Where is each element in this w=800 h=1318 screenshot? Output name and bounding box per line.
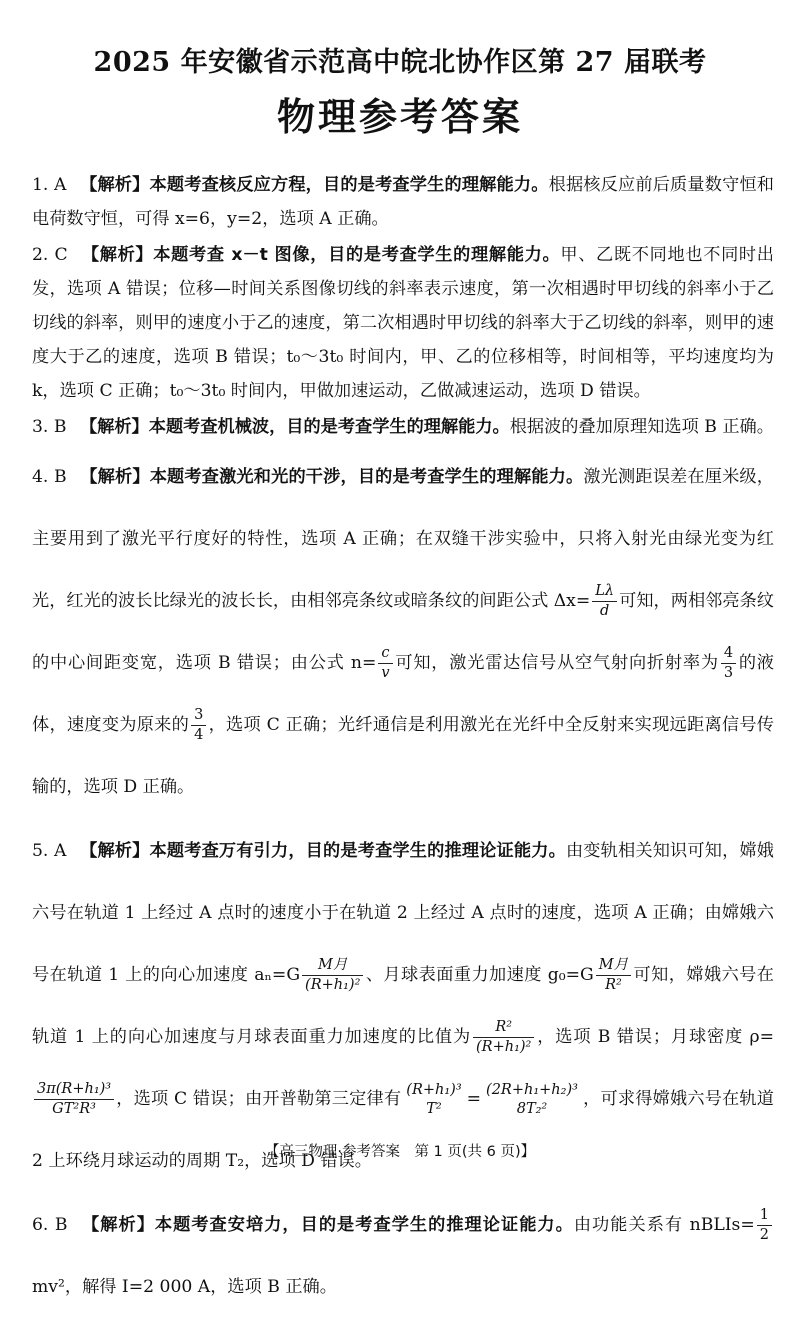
- fraction-moon-density: $\frac{\text{3π(R+h₁)³}}{\text{GT²R³}}$: [34, 1080, 114, 1119]
- fraction-kepler-left: (R+h₁)³ T²: [406, 1081, 462, 1117]
- analysis-body: 由变轨相关知识可知，嫦娥六号在轨道 1 上经过 A 点时的速度小于在轨道 2 上经过 A 点时的速度，选项 A 正确；由嫦娥六号在轨道 1 上的向心加速度 aₙ=G: [32, 841, 774, 985]
- analysis-lead: 本题考查机械波，目的是考查学生的理解能力。: [148, 417, 510, 437]
- analysis-lead: 本题考查激光和光的干涉，目的是考查学生的理解能力。: [149, 467, 584, 487]
- page-title: 物理参考答案: [276, 94, 523, 139]
- analysis-body: ，选项 C 错误；由开普勒第三定律有: [116, 1089, 402, 1109]
- analysis-lead: 本题考查 x－t 图像，目的是考查学生的理解能力。: [153, 245, 561, 265]
- answer-choice: A: [54, 175, 67, 195]
- analysis-body: 、月球表面重力加速度 g₀=G: [365, 965, 594, 985]
- analysis-body: 可知，嫦娥六号在轨道 1 上的向心加速度与月球表面重力加速度的比值为: [32, 965, 774, 1047]
- answer-choice: C: [54, 245, 68, 265]
- analysis-tag: 【解析】: [80, 175, 150, 195]
- analysis-body: 可知，激光雷达信号从空气射向折射率为: [394, 653, 719, 673]
- analysis-body: mv²，解得 I=2 000 A，选项 B 正确。: [32, 1277, 337, 1297]
- analysis-body: 的液体，速度变为原来的: [32, 653, 774, 735]
- analysis-body: 由功能关系有 nBLIs=: [573, 1215, 755, 1235]
- fraction-fringe-spacing: $\frac{L\lambda}{d}$: [592, 582, 617, 621]
- fraction-index-value: $\frac{4}{3}$: [721, 644, 736, 683]
- answer-item-3: [32, 410, 774, 444]
- question-number: 4.: [32, 467, 49, 487]
- answer-item-4: [32, 446, 774, 818]
- analysis-tag: 【解析】: [82, 1215, 155, 1235]
- analysis-body: ，选项 B 错误；月球密度 ρ=: [536, 1027, 774, 1047]
- analysis-tag: 【解析】: [80, 841, 150, 861]
- fraction-speed-ratio: $\frac{3}{4}$: [191, 706, 206, 745]
- analysis-body: ，选项 C 正确；光纤通信是利用激光在光纤中全反射来实现远距离信号传输的，选项 D 正确。: [32, 715, 774, 797]
- answer-choice: A: [54, 841, 67, 861]
- fraction-kepler-right: (2R+h₁+h₂)³ 8T₂²: [486, 1081, 578, 1117]
- fraction-centripetal-acceleration: $\frac{\text{M月}}{\text{(R+h₁)²}}$: [302, 956, 363, 995]
- analysis-body: 激光测距误差在厘米级，主要用到了激光平行度好的特性，选项 A 正确；在双缝干涉实验中，只将入射光由绿光变为红光，红光的波长比绿光的波长长，由相邻亮条纹或暗条纹的间距公式 Δx=: [32, 467, 774, 611]
- answer-choice: B: [54, 1215, 68, 1235]
- answer-item-2: [32, 238, 774, 408]
- question-number: 5.: [32, 841, 49, 861]
- analysis-body: =: [466, 1089, 482, 1109]
- answer-item-1: [32, 168, 774, 236]
- question-number: 3.: [32, 417, 49, 437]
- answer-item-6: [32, 1194, 774, 1318]
- fraction-surface-gravity: $\frac{\text{M月}}{\text{R²}}$: [596, 956, 631, 995]
- analysis-lead: 本题考查万有引力，目的是考查学生的推理论证能力。: [149, 841, 566, 861]
- fraction-refractive-index: $\frac{c}{v}$: [378, 644, 392, 683]
- fraction-acceleration-ratio: $\frac{\text{R²}}{\text{(R+h₁)²}}$: [473, 1018, 534, 1057]
- answer-choice: B: [54, 467, 67, 487]
- analysis-lead: 本题考查安培力，目的是考查学生的推理论证能力。: [154, 1215, 574, 1235]
- page-footer: 【高三物理·参考答案 第 1 页(共 6 页)】: [264, 1144, 536, 1160]
- analysis-body: 甲、乙既不同地也不同时出发，选项 A 错误；位移—时间关系图像切线的斜率表示速度，第一次相遇时甲切线的斜率小于乙切线的斜率，则甲的速度小于乙的速度，第二次相遇时甲切线的斜率大于乙切线的斜率，则甲的速度大于乙的速度，选项 B 错误；t₀～3t₀ 时间内，甲、乙的位移相等，时间相等，平均速度均为 k，选项 C 正确；t₀～3t₀ 时间内，甲做加速运动，乙做减速运动，选项 D 错误。: [32, 245, 774, 401]
- analysis-tag: 【解析】: [80, 467, 150, 487]
- analysis-body: 可知，两相邻亮条纹的中心间距变宽，选项 B 错误；由公式 n=: [32, 591, 774, 673]
- answer-choice: B: [53, 417, 67, 437]
- question-number: 6.: [32, 1215, 49, 1235]
- question-number: 2.: [32, 245, 49, 265]
- analysis-body: 根据波的叠加原理知选项 B 正确。: [509, 417, 774, 437]
- exam-title: 2025 年安徽省示范高中皖北协作区第 27 届联考: [93, 47, 707, 78]
- analysis-tag: 【解析】: [79, 417, 149, 437]
- fraction-one-half: $\frac{1}{2}$: [757, 1206, 772, 1245]
- analysis-body: ，可求得嫦娥六号在轨道 2 上环绕月球运动的周期 T₂，选项 D 错误。: [32, 1089, 774, 1171]
- analysis-tag: 【解析】: [81, 245, 154, 265]
- answer-item-5: [32, 820, 774, 1192]
- analysis-body: 根据核反应前后质量数守恒和电荷数守恒，可得 x=6，y=2，选项 A 正确。: [32, 175, 774, 229]
- question-number: 1.: [32, 175, 49, 195]
- analysis-lead: 本题考查核反应方程，目的是考查学生的理解能力。: [149, 175, 549, 195]
